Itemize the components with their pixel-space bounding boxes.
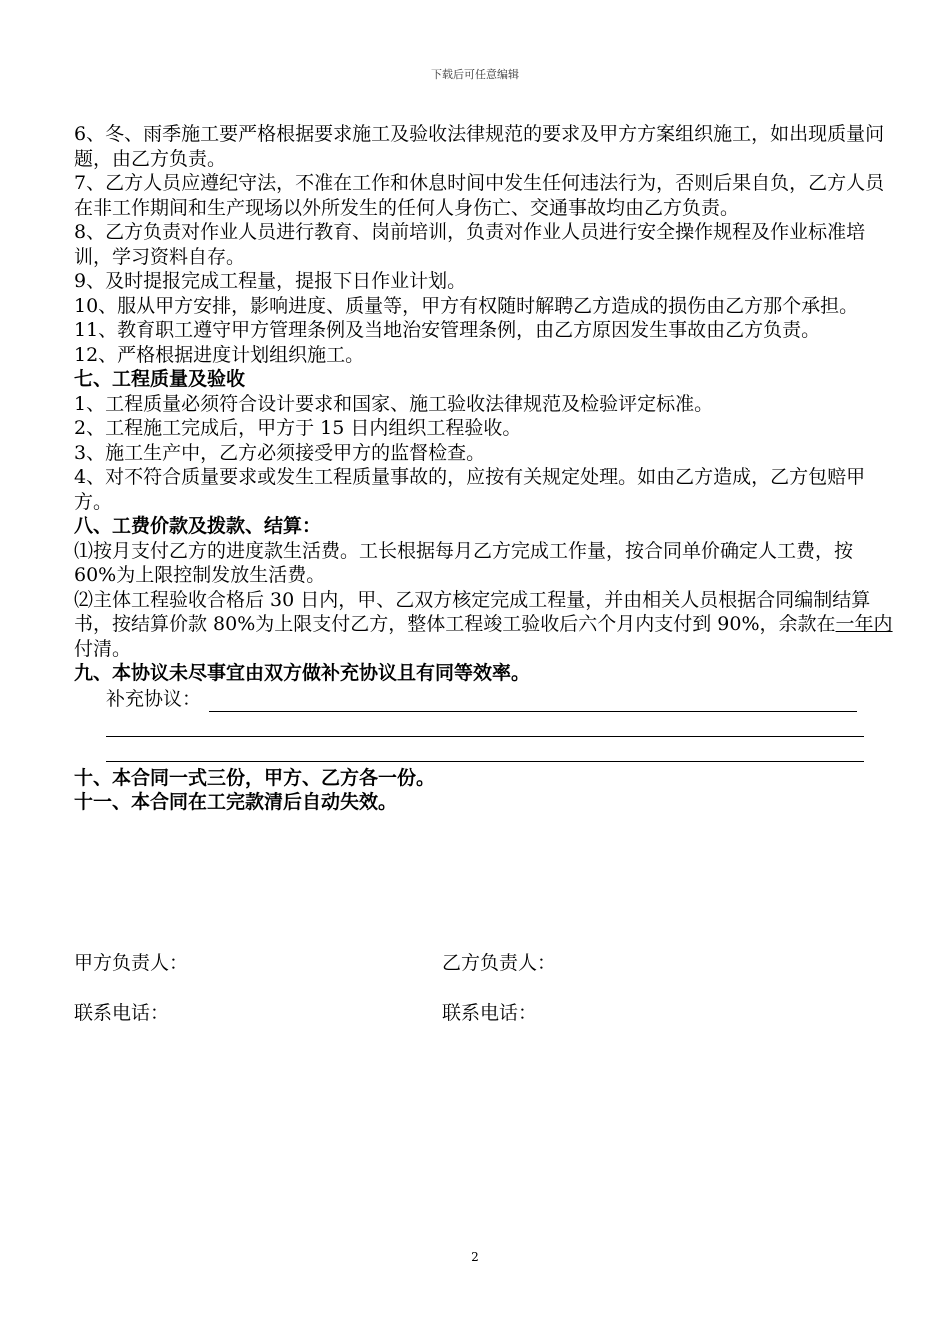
quality-clause-1: 1、工程质量必须符合设计要求和国家、施工验收法律规范及检验评定标准。 <box>74 392 714 415</box>
page-number: 2 <box>471 1250 479 1264</box>
supplement-line <box>209 691 857 712</box>
section-8-heading: 八、工费价款及拨款、结算： <box>74 515 322 537</box>
payment-clause-2-text: ⑵主体工程验收合格后 30 日内，甲、乙双方核定完成工程量，并由相关人员根据合同编制结算书，按结算价款 80%为上限支付乙方，整体工程竣工验收后六个月内支付到 90%，余款在 <box>74 588 871 635</box>
page-header: 下载后可任意编辑 <box>431 68 519 81</box>
party-b-phone-label: 联系电话： <box>442 1002 538 1024</box>
section-11-heading: 十一、本合同在工完款清后自动失效。 <box>74 791 398 813</box>
clause-11: 11、教育职工遵守甲方管理条例及当地治安管理条例，由乙方原因发生事故由乙方负责。 <box>74 319 821 341</box>
quality-clause-3: 3、施工生产中，乙方必须接受甲方的监督检查。 <box>74 441 486 464</box>
supplement-line <box>106 712 864 737</box>
payment-clause-2 <box>74 588 894 662</box>
section-7-heading: 七、工程质量及验收 <box>74 368 246 390</box>
party-a-phone-label: 联系电话： <box>74 1002 170 1024</box>
clause-7: 7、乙方人员应遵纪守法，不准在工作和休息时间中发生任何违法行为，否则后果自负，乙方人员在非工作期间和生产现场以外所发生的任何人身伤亡、交通事故均由乙方负责。 <box>74 172 885 219</box>
payment-term-underlined: 一年内 <box>835 613 893 635</box>
quality-clause-4: 4、对不符合质量要求或发生工程质量事故的，应按有关规定处理。如由乙方造成，乙方包赔甲方。 <box>74 466 866 513</box>
clause-8: 8、乙方负责对作业人员进行教育、岗前培训，负责对作业人员进行安全操作规程及作业标准培训，学习资料自存。 <box>74 221 866 268</box>
party-a-head-label: 甲方负责人： <box>74 952 189 974</box>
party-b-head-label: 乙方负责人： <box>442 952 557 974</box>
clause-12: 12、严格根据进度计划组织施工。 <box>74 343 365 366</box>
clause-9: 9、及时提报完成工程量，提报下日作业计划。 <box>74 270 467 292</box>
payment-clause-2-end: 付清。 <box>74 637 132 660</box>
supplement-row <box>106 686 894 712</box>
supplement-label: 补充协议： <box>106 688 202 710</box>
section-10-heading: 十、本合同一式三份，甲方、乙方各一份。 <box>74 766 436 789</box>
payment-clause-1: ⑴按月支付乙方的进度款生活费。工长根据每月乙方完成工作量，按合同单价确定人工费，按 60%为上限控制发放生活费。 <box>74 539 854 586</box>
clause-10: 10、服从甲方安排，影响进度、质量等，甲方有权随时解聘乙方造成的损伤由乙方那个承担。 <box>74 294 859 317</box>
contract-body <box>74 122 894 815</box>
clause-6: 6、冬、雨季施工要严格根据要求施工及验收法律规范的要求及甲方方案组织施工，如出现质量问题，由乙方负责。 <box>74 123 885 170</box>
section-9-heading: 九、本协议未尽事宜由双方做补充协议且有同等效率。 <box>74 662 531 684</box>
supplement-line <box>106 737 864 762</box>
quality-clause-2: 2、工程施工完成后，甲方于 15 日内组织工程验收。 <box>74 417 522 439</box>
